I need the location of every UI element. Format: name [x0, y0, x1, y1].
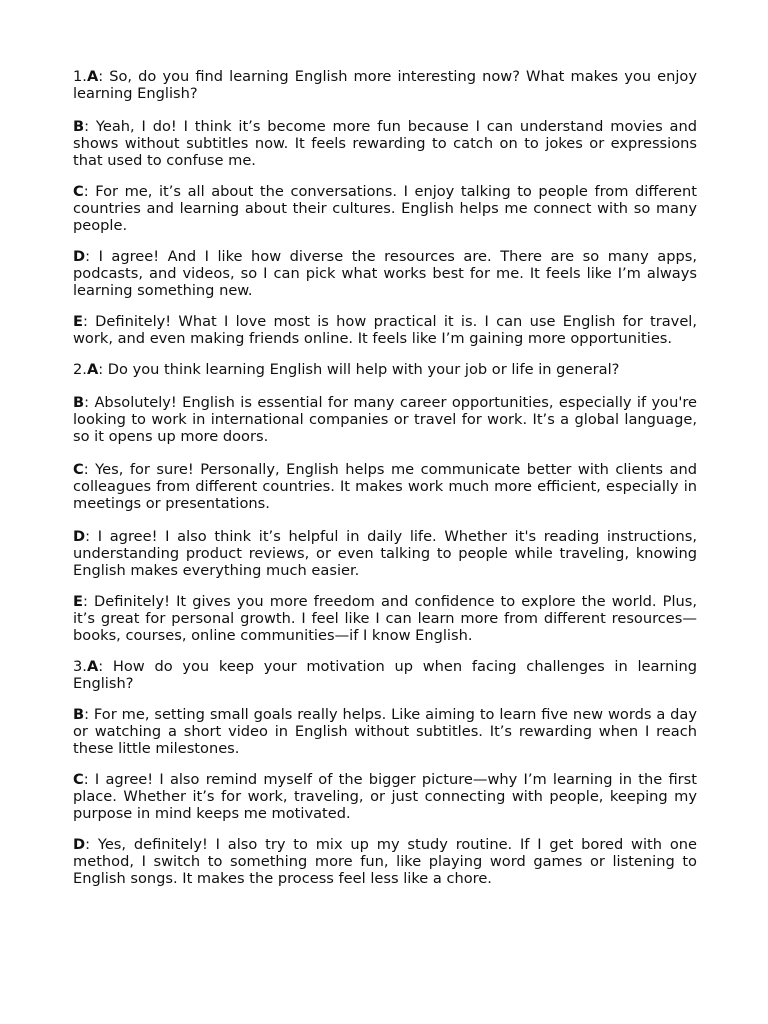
speaker-label: C	[73, 183, 84, 200]
dialogue-text: : For me, setting small goals really helps. Like aiming to learn five new words a day or watching a short video in English without subtitles. It’s rewarding when I reach these little milestones.	[73, 706, 697, 757]
dialogue-text: : For me, it’s all about the conversations. I enjoy talking to people from different countries and learning about their cultures. English helps me connect with so many people.	[73, 183, 697, 234]
speaker-label: B	[73, 706, 85, 723]
dialogue-paragraph	[73, 248, 697, 299]
speaker-label: D	[73, 836, 86, 853]
dialogue-text: : How do you keep your motivation up when facing challenges in learning English?	[73, 658, 697, 692]
dialogue-text: : Do you think learning English will help with your job or life in general?	[98, 361, 620, 378]
dialogue-text: : I agree! I also think it’s helpful in daily life. Whether it's reading instructions, understanding product reviews, or even talking to people while traveling, knowing English makes everything much easier.	[73, 528, 697, 579]
speaker-label: D	[73, 248, 86, 265]
dialogue-text: : Yes, definitely! I also try to mix up my study routine. If I get bored with one method, I switch to something more fun, like playing word games or listening to English songs. It makes the process feel less like a chore.	[73, 836, 697, 887]
speaker-label: B	[73, 394, 85, 411]
dialogue-paragraph	[73, 118, 697, 169]
dialogue-paragraph	[73, 394, 697, 445]
dialogue-text: : Definitely! It gives you more freedom and confidence to explore the world. Plus, it’s great for personal growth. I feel like I can learn more from different resources—books, courses, online communities—if I know English.	[73, 593, 697, 644]
dialogue-paragraph	[73, 361, 697, 378]
speaker-label: A	[86, 361, 99, 378]
dialogue-text: : So, do you find learning English more interesting now? What makes you enjoy learning English?	[73, 68, 697, 102]
dialogue-paragraph	[73, 593, 697, 644]
speaker-label: E	[73, 593, 83, 610]
dialogue-paragraph	[73, 771, 697, 822]
speaker-label: A	[86, 68, 99, 85]
dialogue-text: : Definitely! What I love most is how practical it is. I can use English for travel, work, and even making friends online. It feels like I’m gaining more opportunities.	[73, 313, 697, 347]
dialogue-paragraph	[73, 313, 697, 347]
document-page	[73, 68, 697, 887]
dialogue-text: : Yeah, I do! I think it’s become more fun because I can understand movies and shows without subtitles now. It feels rewarding to catch on to jokes or expressions that used to confuse me.	[73, 118, 697, 169]
speaker-label: E	[73, 313, 83, 330]
speaker-label: D	[73, 528, 86, 545]
dialogue-text: : I agree! I also remind myself of the bigger picture—why I’m learning in the first place. Whether it’s for work, traveling, or just connecting with people, keeping my purpose in mind keeps me motivated.	[73, 771, 697, 822]
dialogue-text: : Yes, for sure! Personally, English helps me communicate better with clients and colleagues from different countries. It makes work much more efficient, especially in meetings or presentations.	[73, 461, 697, 512]
question-number: 1.	[73, 68, 87, 85]
question-number: 2.	[73, 361, 87, 378]
speaker-label: C	[73, 461, 84, 478]
dialogue-text: : Absolutely! English is essential for many career opportunities, especially if you're looking to work in international companies or travel for work. It’s a global language, so it opens up more doors.	[73, 394, 697, 445]
speaker-label: B	[73, 118, 85, 135]
dialogue-paragraph	[73, 461, 697, 512]
speaker-label: C	[73, 771, 84, 788]
dialogue-paragraph	[73, 68, 697, 102]
dialogue-paragraph	[73, 528, 697, 579]
speaker-label: A	[86, 658, 99, 675]
question-number: 3.	[73, 658, 87, 675]
dialogue-paragraph	[73, 706, 697, 757]
dialogue-text: : I agree! And I like how diverse the resources are. There are so many apps, podcasts, and videos, so I can pick what works best for me. It feels like I’m always learning something new.	[73, 248, 697, 299]
dialogue-paragraph	[73, 183, 697, 234]
dialogue-paragraph	[73, 658, 697, 692]
dialogue-paragraph	[73, 836, 697, 887]
